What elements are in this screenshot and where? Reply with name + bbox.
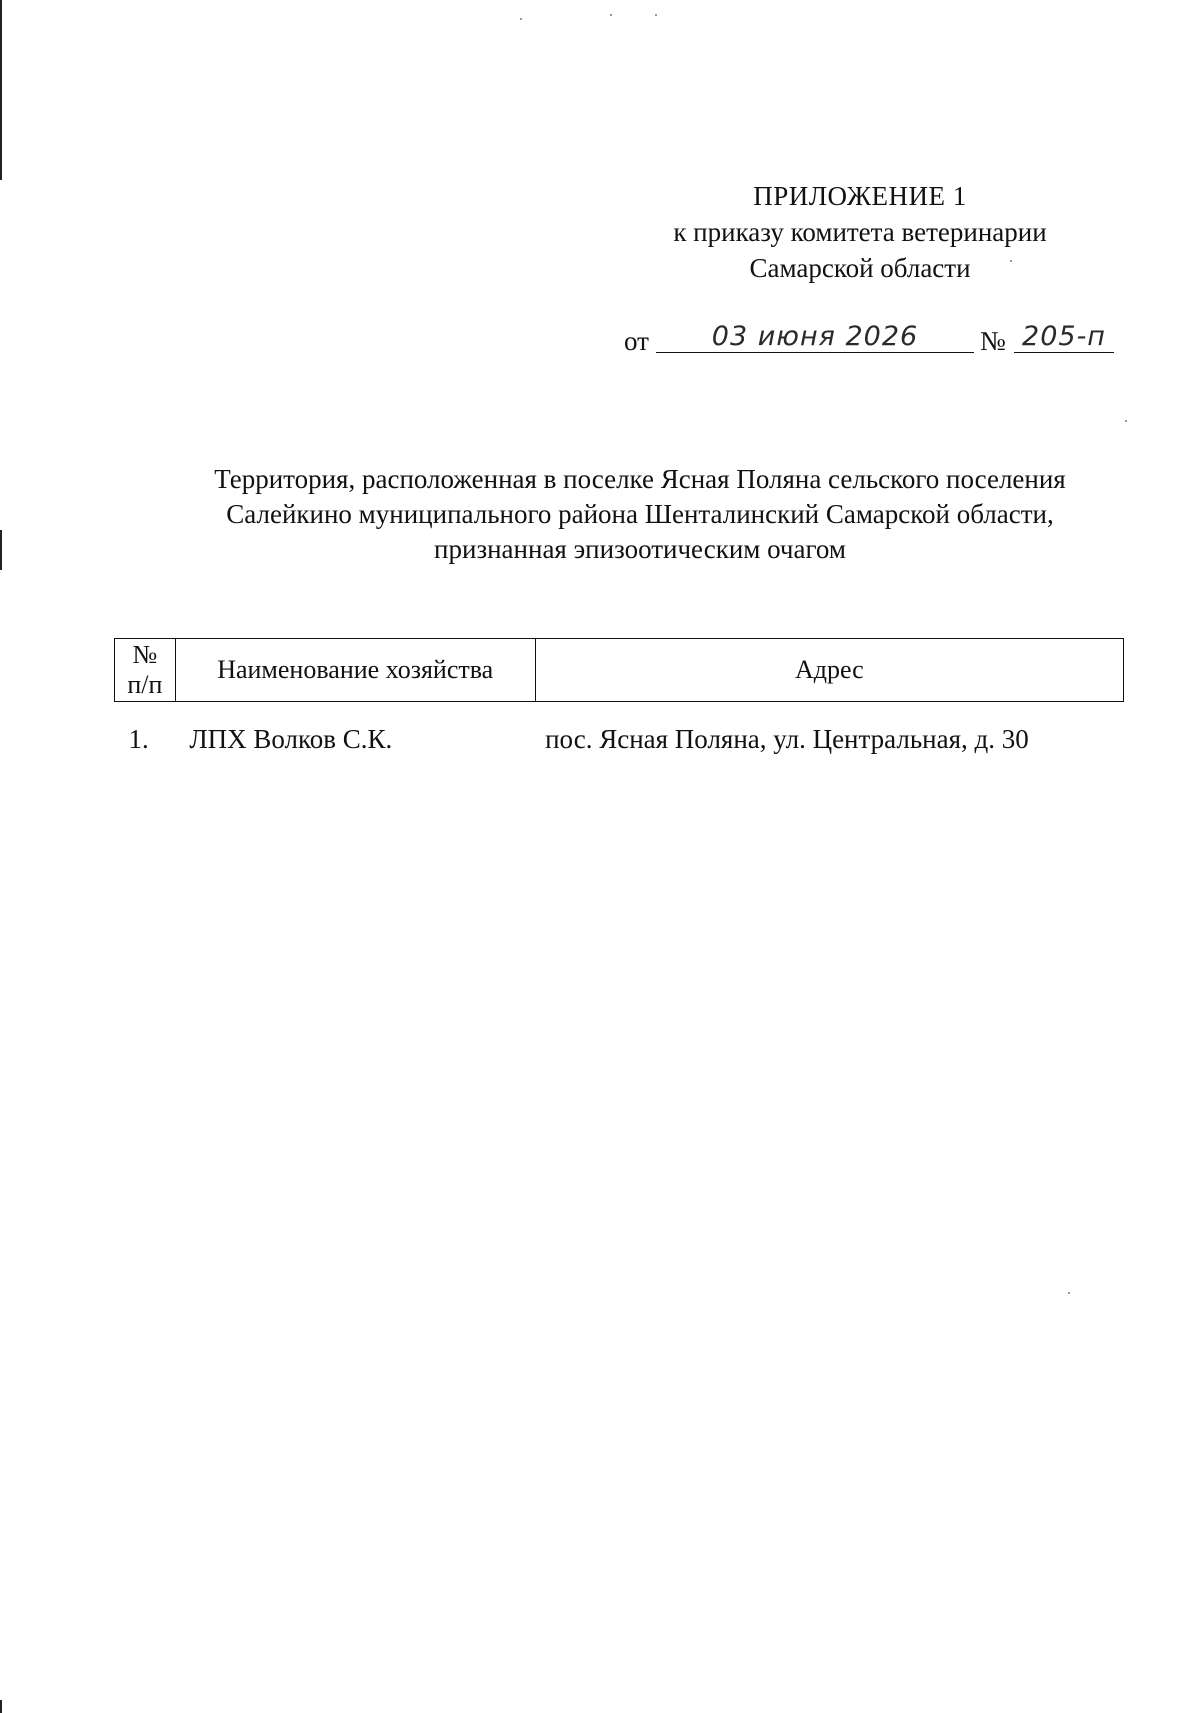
heading-line: Салейкино муниципального района Шенталинский Самарской области, xyxy=(226,499,1054,529)
header-farm-name: Наименование хозяйства xyxy=(175,639,535,702)
scan-speck xyxy=(520,18,522,20)
scan-edge-mark xyxy=(0,0,2,180)
order-number-label: № xyxy=(980,326,1006,356)
header-number xyxy=(115,639,176,702)
row-farm-name: ЛПХ Волков С.К. xyxy=(189,723,393,754)
heading-line: Территория, расположенная в поселке Ясная Поляна сельского поселения xyxy=(214,464,1066,494)
farms-table xyxy=(114,638,1124,776)
table-row xyxy=(115,702,1124,777)
order-number-handwritten: 205-п xyxy=(1014,318,1114,353)
header-number-sign: № xyxy=(132,640,158,669)
scan-edge-mark xyxy=(0,530,2,570)
table-header-row xyxy=(115,639,1124,702)
heading-line: признанная эпизоотическим очагом xyxy=(434,534,846,564)
header-address: Адрес xyxy=(535,639,1123,702)
appendix-line-region: Самарской области xyxy=(749,253,971,283)
order-reference xyxy=(624,318,1114,362)
scan-speck xyxy=(655,14,657,16)
appendix-line-order: к приказу комитета ветеринарии xyxy=(673,217,1047,247)
scan-speck xyxy=(610,14,612,16)
row-address: пос. Ясная Поляна, ул. Центральная, д. 30 xyxy=(545,723,1029,754)
appendix-title: ПРИЛОЖЕНИЕ 1 xyxy=(753,181,967,211)
scan-speck xyxy=(1125,420,1127,422)
scan-edge-mark xyxy=(0,1700,2,1713)
scan-speck xyxy=(1068,1292,1070,1294)
document-heading xyxy=(160,462,1120,567)
order-from-label: от xyxy=(624,326,649,356)
row-number: 1. xyxy=(128,723,149,754)
appendix-block xyxy=(620,178,1100,286)
header-number-pp: п/п xyxy=(127,670,163,699)
order-date-handwritten: 03 июня 2026 xyxy=(656,318,974,353)
